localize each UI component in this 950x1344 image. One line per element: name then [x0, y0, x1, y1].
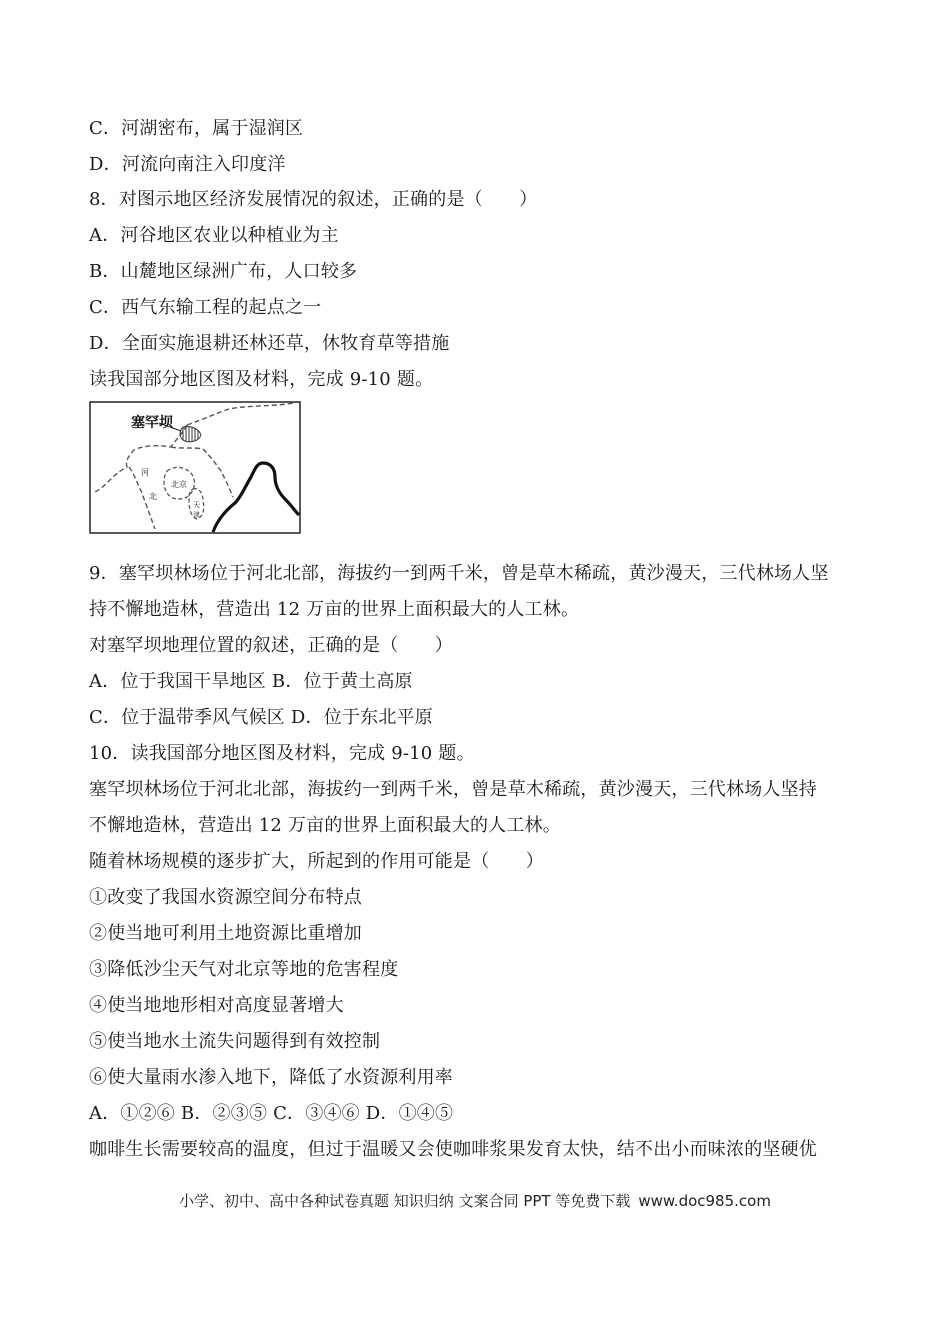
- footer-url[interactable]: www.doc985.com: [638, 1192, 771, 1210]
- text-line: C．河湖密布，属于湿润区: [89, 118, 304, 139]
- option-line: ②使当地可利用土地资源比重增加: [89, 923, 362, 944]
- beijing-label: 北京: [171, 480, 187, 489]
- question-8: 8．对图示地区经济发展情况的叙述，正确的是（ ）: [89, 189, 538, 210]
- question-10: 10．读我国部分地区图及材料，完成 9-10 题。: [89, 743, 475, 764]
- hebei-label-he: 河: [141, 468, 149, 477]
- text-line: D．河流向南注入印度洋: [89, 154, 286, 175]
- option-line: ③降低沙尘天气对北京等地的危害程度: [89, 959, 399, 980]
- text-line: 对塞罕坝地理位置的叙述，正确的是（ ）: [89, 635, 453, 656]
- page-footer: [0, 1190, 950, 1211]
- text-line: 持不懈地造林，营造出 12 万亩的世界上面积最大的人工林。: [89, 599, 580, 620]
- text-line: C．西气东输工程的起点之一: [89, 297, 322, 318]
- text-line: 塞罕坝林场位于河北北部，海拔约一到两千米，曾是草木稀疏，黄沙漫天，三代林场人坚持: [89, 779, 817, 800]
- text-line: A．河谷地区农业以种植业为主: [89, 225, 339, 246]
- text-line: D．全面实施退耕还林还草，休牧育草等措施: [89, 333, 450, 354]
- option-line: ⑥使大量雨水渗入地下，降低了水资源利用率: [89, 1067, 453, 1088]
- footer-text: 小学、初中、高中各种试卷真题 知识归纳 文案合同 PPT 等免费下载: [179, 1192, 631, 1210]
- tianjin-label-tian: 天: [193, 501, 200, 509]
- region-map-figure: [89, 401, 301, 534]
- text-line: 随着林场规模的逐步扩大，所起到的作用可能是（ ）: [89, 851, 544, 872]
- hebei-label-bei: 北: [149, 492, 157, 501]
- text-line: B．山麓地区绿洲广布，人口较多: [89, 261, 358, 282]
- text-line: 读我国部分地区图及材料，完成 9-10 题。: [89, 369, 434, 390]
- answer-choices: A．①②⑥ B．②③⑤ C．③④⑥ D．①④⑤: [89, 1103, 454, 1124]
- text-line: A．位于我国干旱地区 B．位于黄土高原: [89, 671, 413, 692]
- text-line: C．位于温带季风气候区 D．位于东北平原: [89, 707, 433, 728]
- option-line: ⑤使当地水土流失问题得到有效控制: [89, 1031, 381, 1052]
- question-9: 9．塞罕坝林场位于河北北部，海拔约一到两千米，曾是草木稀疏，黄沙漫天，三代林场人坚: [89, 563, 829, 584]
- text-line: 不懈地造林，营造出 12 万亩的世界上面积最大的人工林。: [89, 815, 561, 836]
- option-line: ④使当地地形相对高度显著增大: [89, 995, 344, 1016]
- text-line: 咖啡生长需要较高的温度，但过于温暖又会使咖啡浆果发育太快，结不出小而味浓的坚硬优: [89, 1139, 817, 1160]
- tianjin-label-jin: 津: [193, 511, 200, 519]
- saihanba-label: 塞罕坝: [131, 415, 173, 431]
- option-line: ①改变了我国水资源空间分布特点: [89, 887, 362, 908]
